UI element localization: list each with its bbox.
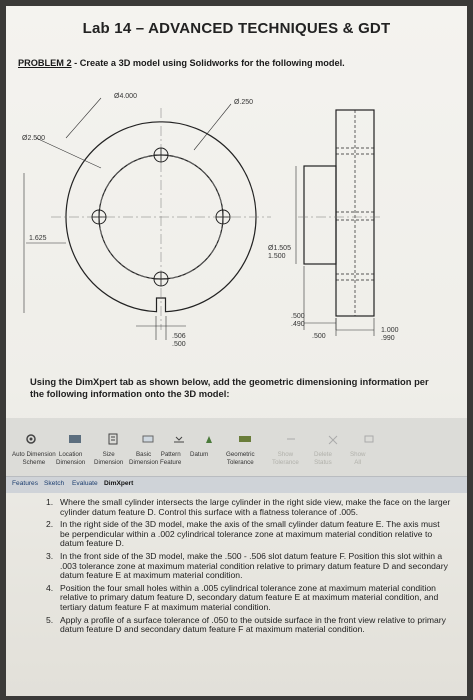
list-item (46, 616, 451, 635)
list-item-number: 1. (46, 497, 54, 507)
height-dim: 1.625 (29, 235, 47, 242)
side-small-dim: .500 .490 (291, 313, 305, 328)
ribbon-button-label: Tolerance (226, 458, 254, 466)
basic-dimension-icon (141, 432, 155, 444)
list-item-text: Apply a profile of a surface tolerance of .050 to the outside surface in the front view relative to primary datum feature D and secondary datum feature F at maximum material condition. (60, 614, 446, 635)
dimxpert-ribbon (6, 418, 467, 476)
ribbon-button-label: Delete (314, 451, 332, 458)
tab-features[interactable]: Features (12, 480, 39, 487)
location-dimension-icon (68, 432, 82, 444)
tab-sketch[interactable]: Sketch (44, 480, 65, 487)
slot-width-dim: .506 .500 (172, 333, 186, 348)
ribbon-button-0[interactable] (12, 451, 56, 466)
worksheet-page (6, 6, 467, 696)
ribbon-button-label: Dimension (94, 458, 124, 466)
ribbon-button-label: Feature (160, 458, 182, 466)
list-item-text: Position the four small holes within a .005 cylindrical tolerance zone at maximum material condition relative to primary datum feature D, secondary datum feature E at maximum material condition, and tertiary datum feature F at maximum material condition. (60, 582, 439, 612)
ribbon-button-label: Size (102, 451, 115, 458)
size-dimension-icon (106, 432, 120, 444)
list-item-number: 2. (46, 519, 54, 530)
ribbon-button-2[interactable] (94, 451, 123, 466)
auto-dimension-icon (24, 432, 38, 444)
list-item-text: In the right side of the 3D model, make the axis of the small cylinder datum feature E. The axis must be perpendicular within a .002 cylindrical tolerance zone at maximum material condition relative to datum feature D. (60, 519, 440, 549)
list-item (46, 498, 451, 517)
delete-icon (326, 432, 340, 444)
technical-drawing (6, 68, 467, 368)
front-view (51, 108, 271, 330)
small-cylinder-diameter-dim: Ø1.505 1.500 (268, 245, 291, 260)
problem-statement (18, 58, 345, 68)
ribbon-button-label: All (354, 458, 362, 466)
ribbon-button-label: Dimension (129, 458, 159, 466)
ribbon-button-3[interactable] (129, 451, 158, 466)
inner-diameter-dim: Ø2.500 (22, 135, 45, 142)
ribbon-button-label: Scheme (22, 458, 46, 466)
ribbon-button-label: Location (58, 451, 83, 458)
show-all-icon (362, 432, 376, 444)
list-item-text: Where the small cylinder intersects the large cylinder in the right side view, make the face on the larger cylinder datum feature D. Control this surface with a flatness tolerance of .005. (60, 497, 451, 517)
ribbon-button-6[interactable] (226, 451, 255, 466)
outer-diameter-dim: Ø4.000 (114, 93, 137, 100)
ribbon-button-label: Auto Dimension (12, 451, 56, 458)
page-title: Lab 14 – ADVANCED TECHNIQUES & GDT (82, 20, 391, 37)
ribbon-button-label: Pattern (160, 451, 181, 458)
list-item (46, 552, 451, 581)
problem-label: PROBLEM 2 (18, 58, 72, 68)
hole-diameter-dim: Ø.250 (234, 99, 254, 106)
list-item-number: 4. (46, 582, 54, 593)
ribbon-icons (6, 432, 467, 450)
show-tolerance-icon (284, 432, 298, 444)
ribbon-button-label: Show (277, 451, 294, 458)
ribbon-button-label: Geometric (226, 451, 255, 458)
ribbon-button-label: Datum (190, 451, 209, 458)
ribbon-button-label: Tolerance (272, 458, 299, 466)
tab-evaluate[interactable]: Evaluate (72, 480, 98, 487)
side-view (298, 110, 382, 316)
small-cylinder-side (304, 166, 336, 264)
instructions-intro: Using the DimXpert tab as shown below, add the geometric dimensioning information per the following information onto the 3D model: (30, 376, 429, 399)
pattern-feature-icon (172, 432, 186, 444)
ribbon-button-4[interactable] (160, 451, 181, 466)
ribbon-button-8[interactable] (314, 451, 332, 466)
datum-icon (202, 432, 216, 444)
list-item-text: In the front side of the 3D model, make the .500 - .506 slot datum feature F. Position this slot within a .003 tolerance zone at maximum material condition relative to primary datum feature D and secondary datum feature E at maximum material condition. (60, 550, 448, 581)
side-left-dim: .500 (312, 333, 326, 340)
list-item-number: 5. (46, 614, 54, 625)
command-manager-tabs (6, 476, 467, 493)
geometric-tolerance-icon (238, 432, 252, 444)
list-item (46, 584, 451, 613)
ribbon-button-1[interactable] (56, 451, 85, 466)
tab-dimxpert[interactable]: DimXpert (104, 480, 134, 487)
ribbon-button-label: Show (350, 451, 366, 458)
ribbon-button-label: Basic (136, 451, 152, 458)
instruction-list (46, 498, 451, 638)
ribbon-button-label: Dimension (56, 458, 86, 466)
ribbon-button-5[interactable] (190, 451, 208, 459)
list-item-number: 3. (46, 550, 54, 561)
ribbon-button-7[interactable] (272, 451, 299, 466)
ribbon-button-label: Status (314, 458, 332, 466)
list-item (46, 520, 451, 549)
ribbon-button-9[interactable] (350, 451, 365, 466)
problem-text: - Create a 3D model using Solidworks for the following model. (71, 58, 345, 68)
side-right-dim: 1.000 .990 (381, 327, 399, 342)
side-dimension-lines (296, 166, 374, 336)
